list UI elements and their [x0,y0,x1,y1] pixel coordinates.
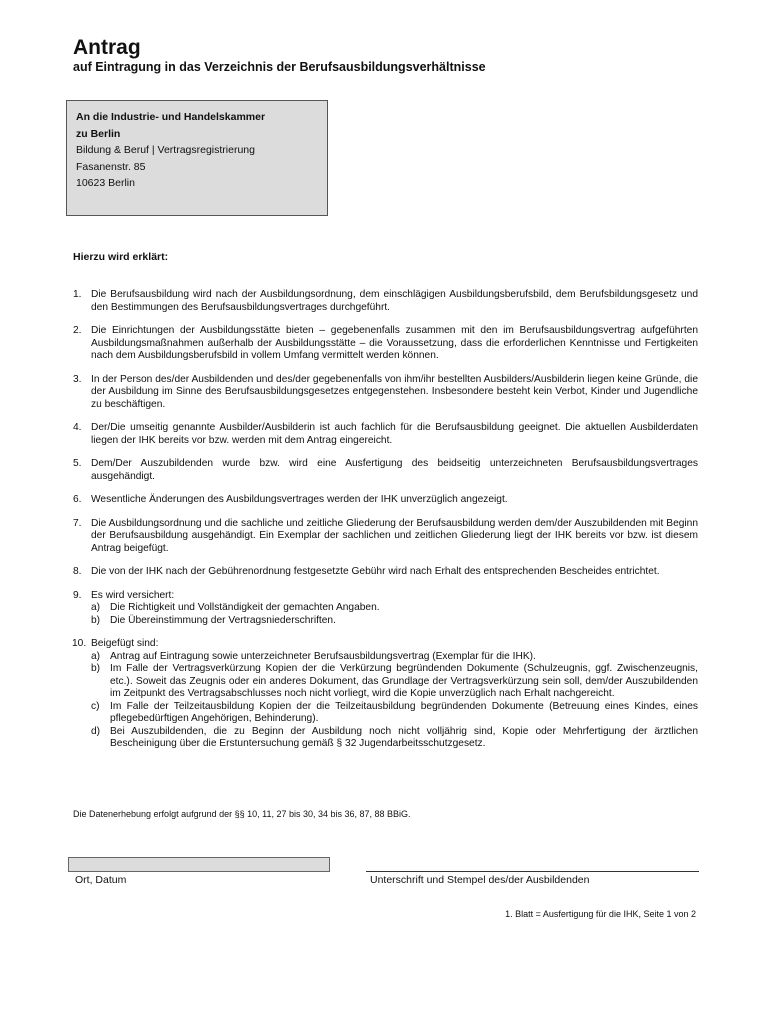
declaration-heading: Hierzu wird erklärt: [73,251,169,263]
item-text: Die von der IHK nach der Gebührenordnung festgesetzte Gebühr wird nach Erhalt des entsprechenden Bescheides entrichtet. [91,566,660,577]
place-date-field[interactable] [68,857,330,872]
sub-item [91,701,698,726]
sub-item-text: Antrag auf Eintragung sowie unterzeichneter Berufsausbildungsvertrag (Exemplar für die IHK). [110,650,536,662]
signature-line[interactable] [366,871,699,872]
form-subtitle: auf Eintragung in das Verzeichnis der Berufsausbildungsverhältnisse [73,60,486,74]
item-number: 2. [73,325,82,336]
sub-item-text: Die Richtigkeit und Vollständigkeit der gemachten Angaben. [110,602,380,613]
list-item [73,590,698,628]
page-footer: 1. Blatt = Ausfertigung für die IHK, Seite 1 von 2 [505,909,696,919]
list-item [73,289,698,314]
declaration-list [73,289,698,751]
item-number: 3. [73,373,82,385]
sub-item-letter: d) [91,725,101,737]
sub-item-letter: c) [91,700,100,712]
item-text: Der/Die umseitig genannte Ausbilder/Ausbilderin ist auch fachlich für die Berufsausbildung geeignet. Die aktuellen Ausbilderdaten liegen der IHK bereits vor bzw. werden mit dem Antrag eingereicht. [91,422,698,446]
sub-item-text: Im Falle der Vertragsverkürzung Kopien der die Verkürzung begründenden Dokumente (Schulzeugnis, ggf. Zwischenzeugnis, etc.). Soweit das Zeugnis oder ein anderes Dokument, das Grundlage der Vertragsverkürzung sein soll, dem/der Auszubildenden im Zeitpunkt des Vertragsabschlusses noch nicht vorliegt, wird die Kopie unverzüglich nach Erhalt nachgereicht. [110,663,698,699]
recipient-address-box [66,100,328,216]
item-text: Wesentliche Änderungen des Ausbildungsvertrages werden der IHK unverzüglich angezeigt. [91,494,508,505]
item-text: Dem/Der Auszubildenden wurde bzw. wird eine Ausfertigung des beidseitig unterzeichneten Berufsausbildungsvertrages ausgehändigt. [91,458,698,482]
address-line: Bildung & Beruf | Vertragsregistrierung [76,144,255,156]
sub-item-text: Im Falle der Teilzeitausbildung Kopien der die Teilzeitausbildung begründenden Dokumente (Betreuung eines Kindes, eines pflegebedürftigen Angehörigen, Behinderung). [110,700,698,724]
list-item [73,458,698,483]
address-line: An die Industrie- und Handelskammer [76,111,266,123]
item-number: 10. [72,638,87,649]
item-text: Die Einrichtungen der Ausbildungsstätte bieten – gegebenenfalls zusammen mit den im Berufsausbildungsvertrag aufgeführten Ausbildungsmaßnahmen außerhalb der Ausbildungsstätte – die Voraussetzung, dass die erforderlichen Kenntnisse und Fertigkeiten nach dem Ausbildungsberufsbild in vollem Umfang vermittelt werden können. [91,325,698,361]
form-title: Antrag [73,36,141,59]
address-line: zu Berlin [76,127,121,140]
sub-item [91,726,698,751]
sub-item [91,663,698,701]
list-item [73,638,698,751]
item-text: Die Ausbildungsordnung und die sachliche und zeitliche Gliederung der Berufsausbildung werden dem/der Auszubildenden mit Beginn der Berufsausbildung ausgehändigt. Ein Exemplar der sachlichen und zeitlichen Gliederung liegt der IHK bereits vor bzw. ist diesem Antrag beigefügt. [91,517,698,554]
item-number: 4. [73,422,82,433]
list-item [73,518,698,556]
sub-item-text: Bei Auszubildenden, die zu Beginn der Ausbildung noch nicht volljährig sind, Kopie oder Mehrfertigung der ärztlichen Bescheinigung über die Erstuntersuchung gemäß § 32 Jugendarbeitsschutzgesetz. [110,725,698,749]
item-number: 8. [73,566,82,577]
sub-item-letter: a) [91,602,101,613]
sub-item-letter: b) [91,614,101,626]
sub-item-text: Die Übereinstimmung der Vertragsniederschriften. [110,614,336,626]
place-date-label: Ort, Datum [75,874,127,886]
item-text: Beigefügt sind: [91,638,159,649]
sub-item-letter: b) [91,663,101,674]
item-number: 1. [73,289,82,300]
list-item [73,374,698,412]
signature-label: Unterschrift und Stempel des/der Ausbildenden [370,874,590,886]
list-item [73,566,698,579]
sub-item [91,651,698,664]
item-number: 5. [73,458,82,469]
item-text: Es wird versichert: [91,589,175,601]
list-item [73,325,698,363]
sub-item [91,615,698,628]
item-text: Die Berufsausbildung wird nach der Ausbildungsordnung, dem einschlägigen Ausbildungsberufsbild, dem Berufsbildungsgesetz und den Bestimmungen des Berufsausbildungsvertrages durchgeführt. [91,289,698,313]
sub-item [91,602,698,615]
item-number: 6. [73,494,82,505]
list-item [73,494,698,507]
address-line: 10623 Berlin [76,177,135,189]
item-number: 9. [73,589,82,601]
list-item [73,422,698,447]
sub-item-letter: a) [91,650,101,662]
legal-basis-note: Die Datenerhebung erfolgt aufgrund der §§ 10, 11, 27 bis 30, 34 bis 36, 87, 88 BBiG. [73,809,411,819]
item-text: In der Person des/der Ausbildenden und des/der gegebenenfalls von ihm/ihr bestellten Ausbilders/Ausbilderin liegen keine Gründe, die der Ausbildung im Sinne des Berufsausbildungsgesetzes entgegenstehen. Insbesondere besteht kein Verbot, Kinder und Jugendliche zu beschäftigen. [91,373,698,410]
item-number: 7. [73,517,82,529]
address-line: Fasanenstr. 85 [76,160,146,173]
